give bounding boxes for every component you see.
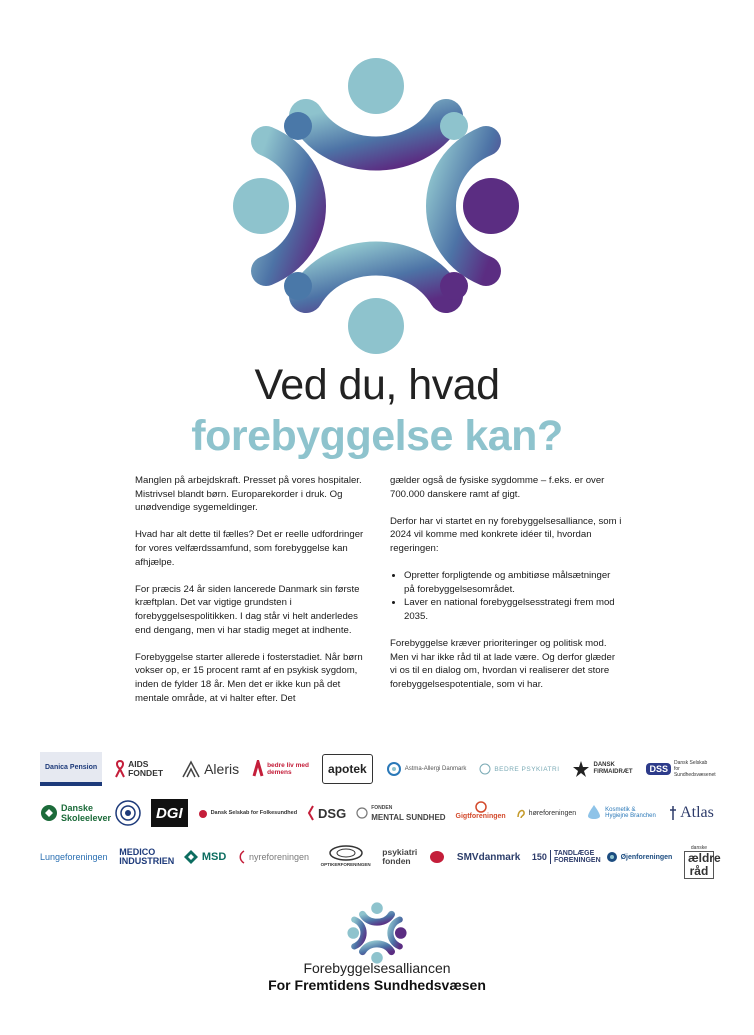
eye-icon (329, 845, 363, 861)
optikerforeningen-logo: OPTIKERFORENINGEN (321, 845, 371, 869)
paragraph: gælder også de fysiske sygdomme – f.eks. er over 700.000 danskere ramt af gigt. (390, 475, 605, 500)
dgi-logo: DGI (151, 799, 188, 827)
paragraph: For præcis 24 år siden lancerede Danmark sin første kræftplan. Det var vigtige grundsten i forebyggelsespolitikken. I dag står vi helt anderledes end dengang, men vi har stadig meget at indhente. (135, 583, 360, 636)
aleris-logo: Aleris (181, 757, 239, 781)
mental-sundhed-mark-icon (356, 807, 368, 819)
bedre-psykiatri-mark-icon (479, 763, 491, 775)
aids-fondet-logo: AIDS FONDET (115, 757, 168, 781)
brain-icon (429, 850, 445, 864)
gigtforeningen-logo: Gigtforeningen (456, 801, 506, 825)
list-item: • Opretter forpligtende og ambitiøse målsætninger på forebyggelsesområdet. (404, 569, 622, 596)
headline-line-1: Ved du, hvad (254, 361, 500, 409)
red-ribbon-icon (115, 760, 125, 778)
medico-industrien-logo: MEDICO INDUSTRIEN (119, 847, 175, 866)
smvdanmark-logo: SMVdanmark (456, 851, 521, 863)
logo-head-top (348, 58, 404, 114)
drop-icon (586, 804, 602, 822)
gigt-mark-icon (474, 801, 488, 813)
nyre-mark-icon (238, 850, 246, 864)
apotek-logo: apotek (322, 754, 373, 784)
bullet-list (390, 569, 622, 623)
atlas-logo: Atlas (669, 801, 714, 825)
astma-allergi-logo: Astma-Allergi Danmark (386, 757, 467, 781)
kosmetik-hygiejne-logo: Kosmetik & Hygiejne Branchen (586, 801, 659, 825)
list-item: • Laver en national forebyggelsesstrategi frem mod 2035. (404, 596, 622, 623)
paragraph: Hvad har alt dette til fælles? Det er reelle udfordringer for vores velfærdssamfund, som forebyggelse kan afhjælpe. (135, 529, 364, 568)
alliance-logo-icon (226, 56, 526, 356)
seal-logo-icon (115, 801, 141, 825)
astma-mark-icon (386, 761, 402, 777)
headline (0, 360, 754, 462)
aleris-mark-icon (181, 760, 201, 778)
msd-logo: MSD (183, 845, 226, 869)
paragraph: Manglen på arbejdskraft. Presset på vores hospitaler. Mistrivsel blandt børn. Europarekorder i druk. Og unødvendige sygemeldinger. (135, 475, 362, 514)
apple-icon (198, 808, 208, 818)
skoleelever-mark-icon (40, 804, 58, 822)
dsg-mark-icon (307, 805, 315, 821)
logo-row-3 (40, 842, 721, 878)
logo-arm-bottom (306, 259, 446, 297)
bedre-liv-mark-icon (252, 760, 264, 778)
tandlaegeforeningen-logo: 150 TANDLÆGE FORENINGEN (531, 850, 601, 864)
lungeforeningen-logo: Lungeforeningen (40, 852, 108, 862)
logo-row-2 (40, 798, 714, 828)
round-seal-icon (115, 800, 141, 826)
paragraph: Forebyggelse kræver prioriteringer og politisk mod. Men vi har ikke råd til at lade være. Og derfor glæder vi os til en dialog om, hvordan vi realiserer det store forebyggelsespotentiale, som vi har. (390, 638, 616, 690)
atlas-mark-icon (669, 805, 677, 821)
hoereforeningen-logo: høreforeningen (516, 801, 576, 825)
star-icon (572, 760, 590, 778)
bedre-psykiatri-logo: BEDRE PSYKIATRI (479, 757, 559, 781)
paragraph: Forebyggelse starter allerede i fosterstadiet. Når børn vokser op, er 15 procent ramt af en psykisk sygdom, inden de fylder 18 år. Men det er ikke kun på det mentale område, at vi halter efter. Det (135, 651, 363, 704)
footer-subtitle: For Fremtidens Sundhedsvæsen (268, 977, 486, 993)
logo-head-bottom (348, 298, 404, 354)
danske-skoleelever-logo: Danske Skoleelever (40, 801, 105, 825)
bedre-liv-logo: bedre liv med demens (252, 757, 309, 781)
paragraph: Derfor har vi startet en ny forebyggelsesalliance, som i 2024 vil komme med konkrete idéer til, hvordan regeringen: (390, 515, 622, 554)
body-column-left (135, 474, 367, 719)
dsg-logo: DSG (307, 801, 346, 825)
aeldre-raad-logo: danske ældre råd (684, 845, 714, 869)
alliance-footer-logo-icon (346, 902, 408, 964)
logo-head-left (233, 178, 289, 234)
danica-logo: Danica Pension (40, 752, 102, 786)
dss-logo: DSS Dansk Selskab for Sundhedsvæsenet (646, 757, 714, 781)
ear-icon (516, 807, 526, 819)
body-column-right (390, 474, 622, 705)
footer-name: Forebyggelsesalliancen (303, 960, 451, 976)
nyreforeningen-logo: nyreforeningen (238, 845, 309, 869)
dansk-firmaidraet-logo: DANSK FIRMAIDRÆT (572, 757, 633, 781)
logo-arm-top (306, 116, 446, 154)
mental-sundhed-logo: FONDEN MENTAL SUNDHED (356, 801, 445, 825)
oejen-mark-icon (606, 851, 618, 863)
headline-line-2: forebyggelse kan? (191, 412, 563, 460)
oejenforeningen-logo: Øjenforeningen (606, 845, 673, 869)
msd-mark-icon (183, 849, 199, 865)
psykiatrifonden-logo: psykiatri fonden (382, 845, 445, 869)
folkesundhed-logo: Dansk Selskab for Folkesundhed (198, 801, 298, 825)
logo-head-right (463, 178, 519, 234)
logo-row-1 (40, 754, 714, 784)
